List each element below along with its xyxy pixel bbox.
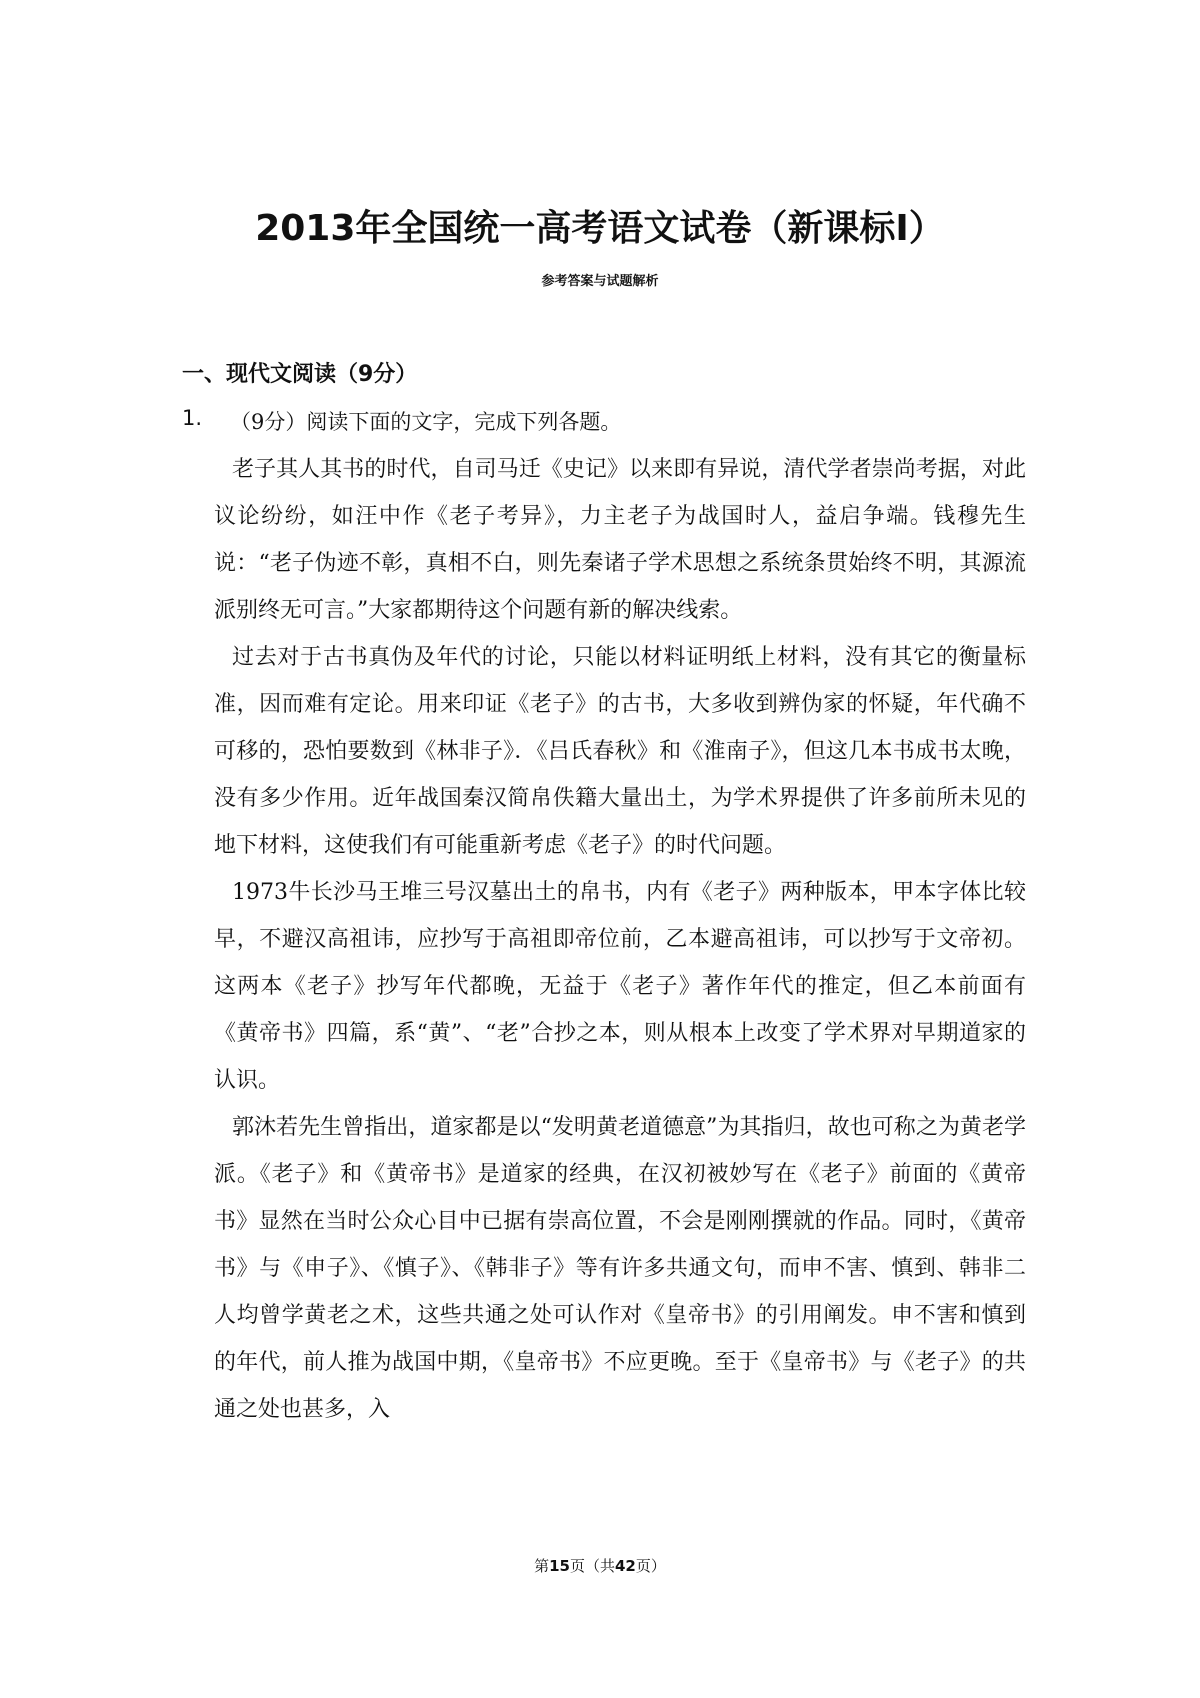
footer-current-page: 15 <box>549 1557 570 1575</box>
footer-total-pages: 42 <box>615 1557 636 1575</box>
passage-paragraph: 1973牛长沙马王堆三号汉墓出土的帛书，内有《老子》两种版本，甲本字体比较早，不避汉高祖讳，应抄写于高祖即帝位前，乙本避高祖讳，可以抄写于文帝初。这两本《老子》抄写年代都晚，无益于《老子》著作年代的推定，但乙本前面有《黄帝书》四篇，系“黄”、“老”合抄之本，则从根本上改变了学术界对早期道家的认识。 <box>214 880 1026 1093</box>
document-title: 2013年全国统一高考语文试卷（新课标Ⅰ） <box>255 208 945 249</box>
question-text: （9分）阅读下面的文字，完成下列各题。 <box>230 410 622 434</box>
footer-middle: 页（共 <box>569 1557 615 1575</box>
page-footer <box>0 1555 1200 1576</box>
passage-paragraph: 郭沐若先生曾指出，道家都是以“发明黄老道德意”为其指归，故也可称之为黄老学派。《老子》和《黄帝书》是道家的经典，在汉初被妙写在《老子》前面的《黄帝书》显然在当时公众心目中已据有崇高位置，不会是刚刚撰就的作品。同时，《黄帝书》与《申子》、《慎子》、《韩非子》等有许多共通文句，而申不害、慎到、韩非二人均曾学黄老之术，这些共通之处可认作对《皇帝书》的引用阐发。申不害和慎到的年代，前人推为战国中期，《皇帝书》不应更晚。至于《皇帝书》与《老子》的共通之处也甚多，入 <box>214 1115 1026 1422</box>
footer-suffix: 页） <box>635 1557 666 1575</box>
question-number: 1. <box>182 406 203 430</box>
question-line <box>182 406 621 436</box>
passage-paragraph: 老子其人其书的时代，自司马迁《史记》以来即有异说，清代学者崇尚考据，对此议论纷纷，如汪中作《老子考异》，力主老子为战国时人，益启争端。钱穆先生说：“老子伪迹不彰，真相不白，则先秦诸子学术思想之系统条贯始终不明，其源流派别终无可言。”大家都期待这个问题有新的解决线索。 <box>214 457 1026 623</box>
footer-prefix: 第 <box>534 1557 550 1575</box>
section-heading: 一、现代文阅读（9分） <box>182 362 418 387</box>
passage-paragraph: 过去对于古书真伪及年代的讨论，只能以材料证明纸上材料，没有其它的衡量标准，因而难有定论。用来印证《老子》的古书，大多收到辨伪家的怀疑，年代确不可移的，恐怕要数到《林非子》．《吕氏春秋》和《淮南子》，但这几本书成书太晚，没有多少作用。近年战国秦汉简帛佚籍大量出土，为学术界提供了许多前所未见的地下材料，这使我们有可能重新考虑《老子》的时代问题。 <box>214 645 1026 858</box>
reading-passage <box>214 446 1026 1433</box>
document-subtitle: 参考答案与试题解析 <box>541 274 659 289</box>
